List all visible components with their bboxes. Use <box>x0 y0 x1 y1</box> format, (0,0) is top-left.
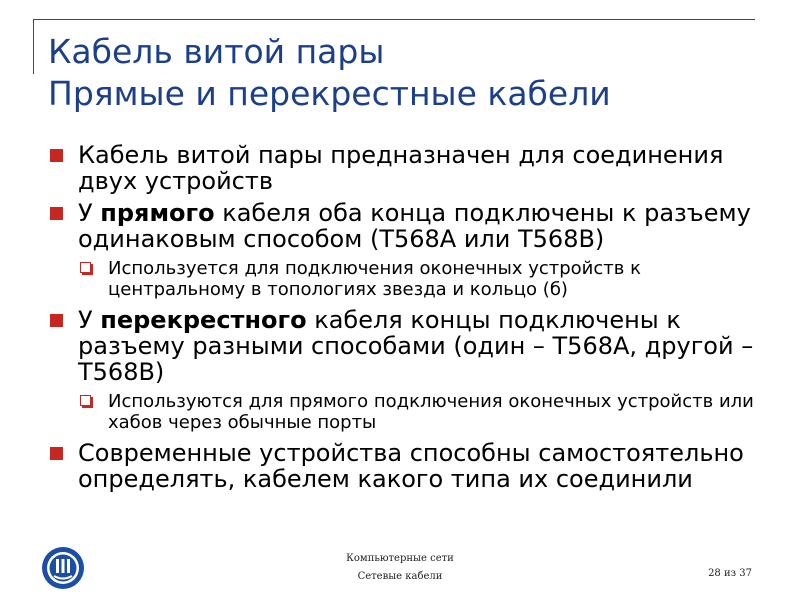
bullet-item-2-prefix: У <box>78 199 101 227</box>
square-bullet-icon <box>50 314 63 327</box>
bullet-item-2 <box>48 200 768 252</box>
footer-page-number: 28 из 37 <box>708 568 752 579</box>
bullet-item-2-bold: прямого <box>100 199 215 227</box>
bullet-item-1-text: Кабель витой пары предназначен для соединения двух устройств <box>78 141 724 195</box>
square-bullet-icon <box>50 207 63 220</box>
bullet-item-3-suffix: кабеля концы подключены к разъему разными способами (один – T568A, другой – T568B) <box>78 306 754 386</box>
bullet-item-4 <box>48 440 768 492</box>
bullet-item-3-bold: перекрестного <box>100 306 307 334</box>
slide-title-line2: Прямые и перекрестные кабели <box>48 74 611 113</box>
bullet-item-2-suffix: кабеля оба конца подключены к разъему одинаковым способом (T568A или T568B) <box>78 199 751 253</box>
footer-topic-name: Сетевые кабели <box>357 571 443 582</box>
checkbox-bullet-icon <box>80 262 91 273</box>
bullet-item-3 <box>48 307 768 385</box>
slide-title-line1: Кабель витой пары <box>48 32 385 71</box>
sub-bullet-item-2 <box>48 258 768 300</box>
square-bullet-icon <box>50 149 63 162</box>
title-frame-left-line <box>33 19 34 74</box>
bullet-item-3-prefix: У <box>78 306 101 334</box>
title-frame-top-line <box>33 19 755 20</box>
sub-bullet-item-3-text: Используются для прямого подключения оконечных устройств или хабов через обычные порты <box>108 391 754 433</box>
bullet-item-4-text: Современные устройства способны самостоятельно определять, кабелем какого типа их соединили <box>78 439 744 493</box>
university-logo-icon <box>40 545 86 591</box>
square-bullet-icon <box>50 447 63 460</box>
sub-bullet-item-3 <box>48 391 768 433</box>
bullet-item-1 <box>48 142 768 194</box>
bullet-list <box>48 142 768 498</box>
sub-bullet-item-2-text: Используется для подключения оконечных устройств к центральному в топологиях звезда и кольцо (б) <box>108 258 641 300</box>
checkbox-bullet-icon <box>80 395 91 406</box>
footer-course-name: Компьютерные сети <box>346 553 454 564</box>
slide-title <box>48 31 611 115</box>
